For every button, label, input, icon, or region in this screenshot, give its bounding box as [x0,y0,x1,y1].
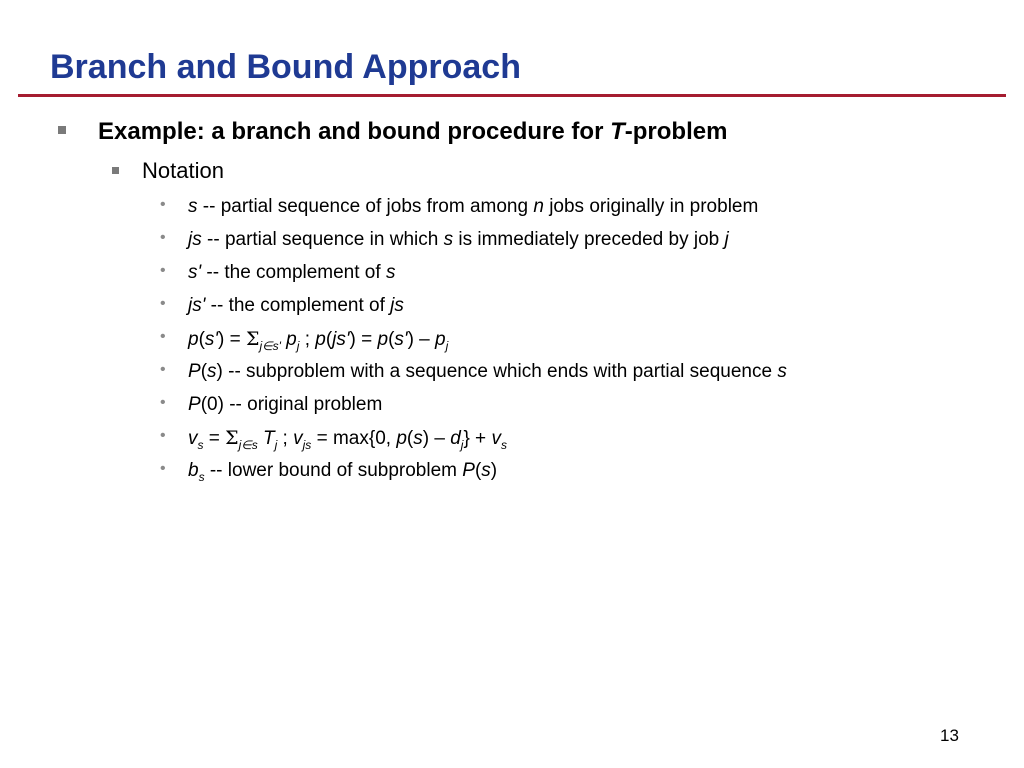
dot-bullet-icon: • [160,460,166,477]
level1-text [98,118,727,146]
dot-bullet-icon: • [160,361,166,378]
sigma-symbol: Σ [225,427,239,449]
slide-title: Branch and Bound Approach [50,48,521,86]
notation-label: Notation [142,158,224,183]
square-bullet-icon [58,126,66,134]
level1-suffix: -problem [624,118,728,145]
dot-bullet-icon: • [160,394,166,411]
dot-bullet-icon: • [160,427,166,444]
dot-bullet-icon: • [160,262,166,279]
level1-prefix: Example: a branch and bound procedure for [98,118,611,145]
dot-bullet-icon: • [160,295,166,312]
sigma-symbol: Σ [246,328,260,350]
page-number: 13 [940,726,959,745]
dot-bullet-icon: • [160,196,166,213]
square-bullet-icon [112,167,119,174]
title-divider [18,94,1006,97]
level1-italic-t: T [610,118,625,145]
dot-bullet-icon: • [160,229,166,246]
dot-bullet-icon: • [160,328,166,345]
